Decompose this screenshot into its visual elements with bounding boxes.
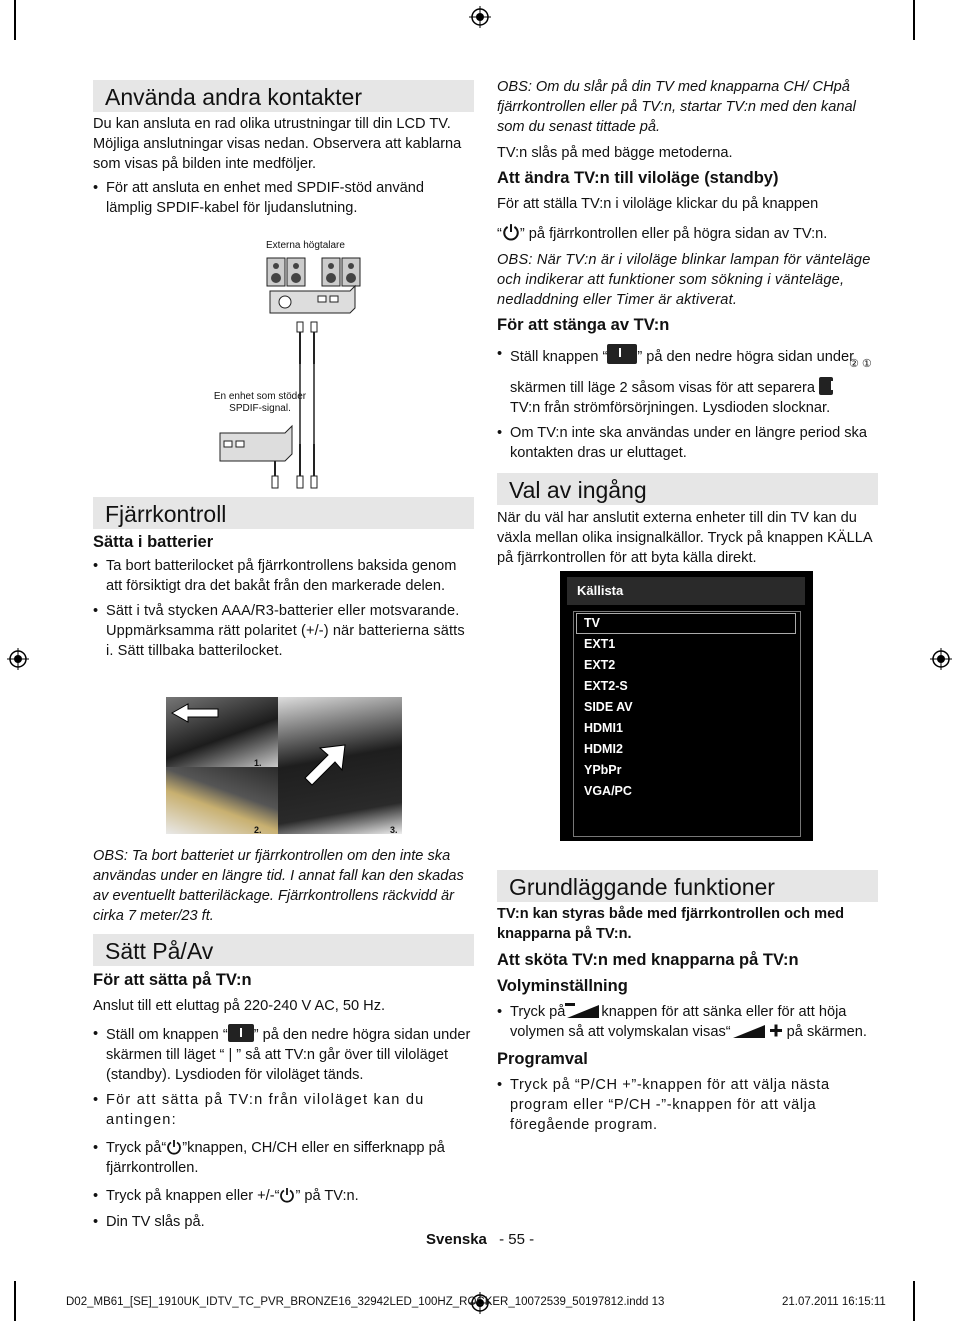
section-title: Använda andra kontakter [93, 80, 474, 112]
battery-photo-2 [166, 767, 282, 834]
text: knappen för att sänka eller för att höja volymen så att volymskalan visas“ [510, 1004, 847, 1040]
rocker-switch-icon [819, 377, 833, 395]
text: Tryck på“ [106, 1140, 167, 1156]
section-other-connections [93, 80, 474, 218]
text: ” på TV:n. [295, 1188, 359, 1204]
section-input-selection [497, 473, 878, 568]
note-paragraph: OBS: När TV:n är i viloläge blinkar lampan för vänteläge och indikerar att funktioner som sökning i vänteläge, nedladdning eller Timer är aktiverat. [497, 252, 871, 308]
text: ” på den nedre högra sidan under skärmen till läget “ | ” så att TV:n går över till viloläget (standby). Lysdioden för viloläget tänds. [106, 1027, 471, 1083]
section-standby [497, 77, 878, 463]
source-list-item[interactable]: EXT2 [584, 658, 616, 672]
note-paragraph: OBS: Om du slår på din TV med knapparna CH/ CHpå fjärrkontrollen eller på TV:n, startar TV:n med den kanal som du senast tittade på. [497, 79, 856, 135]
source-list-header [567, 577, 805, 605]
source-list-item[interactable]: YPbPr [584, 763, 622, 777]
source-list-items [584, 613, 784, 802]
text: på skärmen. [786, 1024, 867, 1040]
power-icon [166, 1139, 182, 1155]
paragraph: TV:n kan styras både med fjärrkontrollen och med knapparna på TV:n. [497, 906, 845, 942]
source-list-item[interactable]: EXT2-S [584, 679, 628, 693]
source-list-screen [560, 571, 813, 841]
source-list-item[interactable]: TV [584, 616, 600, 630]
file-date: 21.07.2011 16:15:11 [782, 1296, 886, 1308]
connection-diagram [200, 236, 370, 496]
language-label: Svenska [426, 1231, 487, 1248]
section-remote-control [93, 497, 474, 661]
subheading: Programval [497, 1050, 588, 1068]
list-item [93, 1186, 474, 1206]
source-list-item[interactable]: HDMI2 [584, 742, 623, 756]
power-icon [279, 1187, 295, 1203]
text: ”knappen, CH/CH eller en sifferknapp på fjärrkontrollen. [106, 1140, 445, 1176]
page-footer [426, 1231, 534, 1248]
list-item: • Sätt i två stycken AAA/R3-batterier eller motsvarande. Uppmärksamma rätt polaritet (+/-) när batterierna sätts i. Sätt tillbaka batterilocket. [93, 601, 474, 661]
text: ” på fjärrkontrollen eller på högra sidan av TV:n. [519, 226, 828, 242]
list-item [93, 1138, 474, 1178]
section-title: Val av ingång [497, 473, 878, 505]
diagram-label-device [212, 391, 308, 415]
text: Ställ knappen “ [510, 349, 608, 365]
list-item: • Om TV:n inte ska användas under en längre period ska kontakten dras ur eluttaget. [497, 423, 878, 463]
crop-mark-bottom-left [14, 1281, 16, 1321]
section-title: Grundläggande funktioner [497, 870, 878, 902]
volume-up-icon [731, 1023, 783, 1039]
rocker-switch-icon [607, 344, 637, 364]
crop-mark-top-left [14, 0, 16, 40]
text: “ [497, 226, 502, 242]
photo-number: 1. [254, 758, 262, 768]
source-list-item[interactable]: HDMI1 [584, 721, 623, 735]
subheading: För att stänga av TV:n [497, 316, 670, 334]
subheading: Sätta i batterier [93, 533, 214, 551]
volume-down-icon [565, 1003, 601, 1019]
photo-number: 3. [390, 825, 398, 835]
subheading: Att ändra TV:n till viloläge (standby) [497, 169, 779, 187]
list-item: • Ta bort batterilocket på fjärrkontrollens baksida genom att försiktigt dra det bakåt från den markerade delen. [93, 556, 474, 596]
diagram-label-speakers: Externa högtalare [266, 240, 345, 251]
rocker-switch-icon [228, 1024, 254, 1042]
source-list-item[interactable]: VGA/PC [584, 784, 632, 798]
section-title: Sätt På/Av [93, 934, 474, 966]
paragraph: Du kan ansluta en rad olika utrustningar till din LCD TV. Möjliga anslutningar visas nedan. Observera att kablarna som visas på bilden inte medföljer. [93, 116, 462, 172]
paragraph: När du väl har anslutit externa enheter till din TV kan du växla mellan olika insignalkällor. Tryck på knappen KÄLLA på fjärrkontrollen för att byta källa direkt. [497, 510, 872, 566]
list-item [497, 344, 878, 418]
photo-number: 2. [254, 825, 262, 835]
switch-position-label: ② ① [849, 358, 872, 370]
file-info: D02_MB61_[SE]_1910UK_IDTV_TC_PVR_BRONZE16_32942LED_100HZ_ROCKER_10072539_50197812.indd 13 [66, 1296, 665, 1308]
list-item [93, 1024, 474, 1085]
list-item [497, 1002, 878, 1042]
list-item: • För att ansluta en enhet med SPDIF-stöd använd lämplig SPDIF-kabel för ljudanslutning. [93, 178, 474, 218]
diagram-label-device-line2: SPDIF-signal. [229, 403, 291, 414]
paragraph: Anslut till ett eluttag på 220-240 V AC, 50 Hz. [93, 998, 386, 1014]
arrow-up-icon [300, 740, 350, 790]
power-icon [502, 223, 520, 241]
registration-mark-top [469, 6, 491, 28]
subheading: För att sätta på TV:n [93, 971, 252, 989]
list-item: • Din TV slås på. [93, 1212, 474, 1232]
crop-mark-top-right [913, 0, 915, 40]
source-list-item[interactable]: SIDE AV [584, 700, 633, 714]
registration-mark-right [930, 648, 952, 670]
note-paragraph: OBS: Ta bort batteriet ur fjärrkontrollen om den inte ska användas under en längre tid. I annat fall kan den skadas av eventuellt batteriläckage. Fjärrkontrollens räckvidd är cirka 7 meter/23 ft. [93, 848, 464, 924]
subheading: Volyminställning [497, 977, 628, 995]
section-basic-functions [497, 870, 878, 1135]
list-item: • För att sätta på TV:n från viloläget kan du antingen: [93, 1090, 474, 1130]
source-list-title: Källista [577, 583, 624, 598]
text: Tryck på knappen eller +/-“ [106, 1188, 280, 1204]
paragraph [497, 223, 878, 244]
arrow-left-icon [170, 702, 222, 724]
page-number: - 55 - [499, 1231, 535, 1248]
crop-mark-bottom-right [913, 1281, 915, 1321]
text: Tryck på [510, 1004, 566, 1020]
text: Ställ om knappen “ [106, 1027, 228, 1043]
text: ” på den nedre högra sidan under [637, 349, 854, 365]
list-item: • Tryck på “P/CH +”-knappen för att välja nästa program eller “P/CH -”-knappen för att välja föregående program. [497, 1075, 878, 1135]
paragraph: TV:n slås på med bägge metoderna. [497, 145, 733, 161]
diagram-label-device-line1: En enhet som stöder [213, 391, 307, 402]
section-power [93, 846, 474, 1232]
section-title: Fjärrkontroll [93, 497, 474, 529]
registration-mark-left [7, 648, 29, 670]
paragraph: För att ställa TV:n i viloläge klickar du på knappen [497, 196, 819, 212]
subheading: Att sköta TV:n med knapparna på TV:n [497, 951, 799, 969]
text: skärmen till läge 2 såsom visas för att separera [510, 380, 815, 396]
text: TV:n från strömförsörjningen. Lysdioden slocknar. [510, 400, 831, 416]
source-list-item[interactable]: EXT1 [584, 637, 616, 651]
